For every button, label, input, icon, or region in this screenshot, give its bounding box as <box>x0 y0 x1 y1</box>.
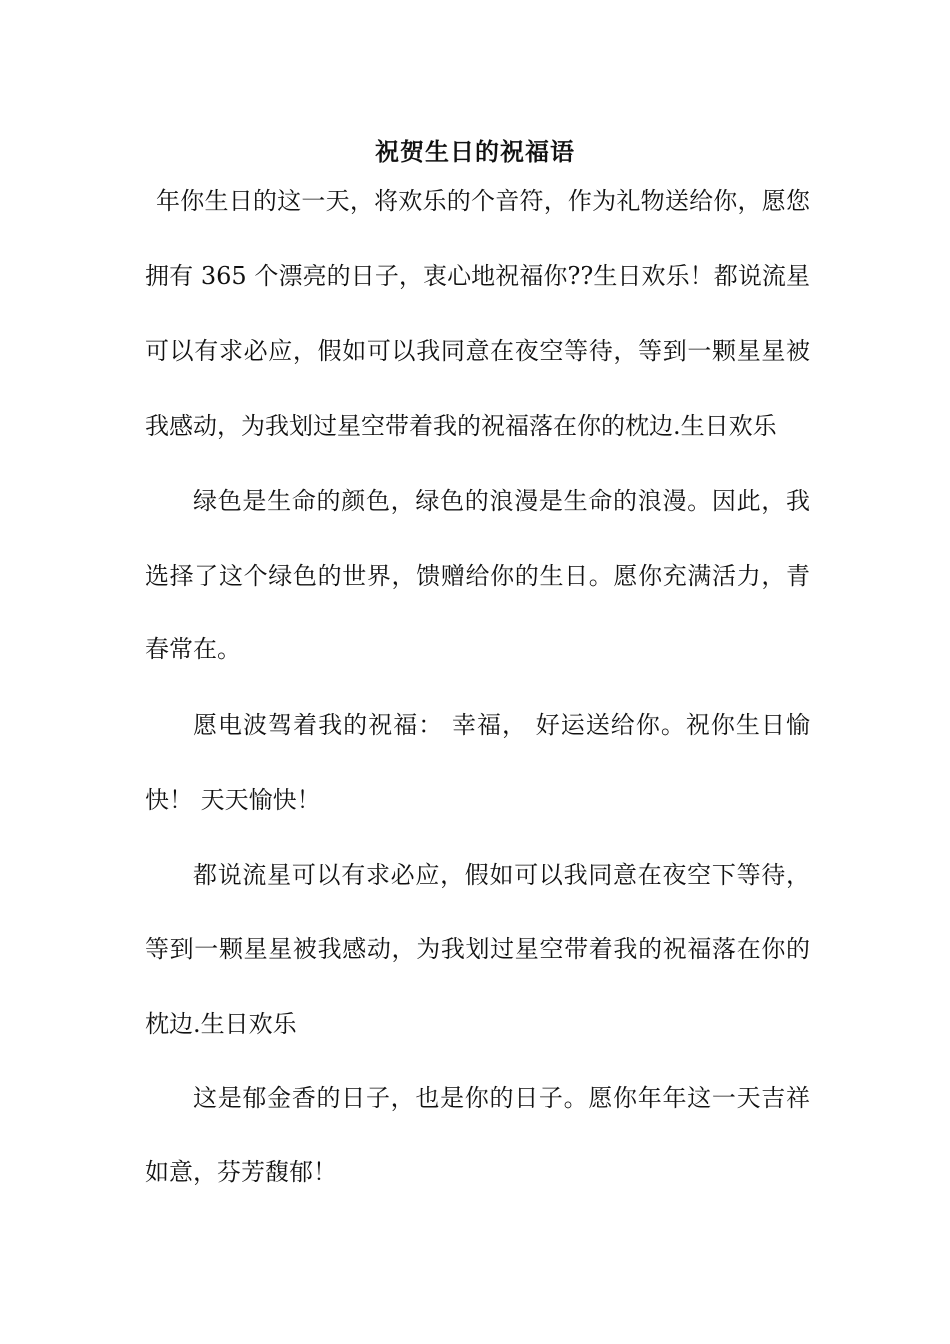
text-line: 我感动，为我划过星空带着我的祝福落在你的枕边.生日欢乐 <box>145 412 777 440</box>
text-line: 年你生日的这一天，将欢乐的个音符，作为礼物送给你，愿您 <box>156 187 810 215</box>
text-line: 绿色是生命的颜色，绿色的浪漫是生命的浪漫。因此，我 <box>193 487 810 515</box>
text-line: 可以有求必应，假如可以我同意在夜空等待，等到一颗星星被 <box>145 337 810 365</box>
text-line: 愿电波驾着我的祝福： 幸福， 好运送给你。祝你生日愉 <box>193 711 810 739</box>
text-line: 选择了这个绿色的世界，馈赠给你的生日。愿你充满活力，青 <box>145 562 810 590</box>
text-line: 春常在。 <box>145 635 241 663</box>
text-line: 等到一颗星星被我感动，为我划过星空带着我的祝福落在你的 <box>145 935 810 963</box>
text-line: 枕边.生日欢乐 <box>145 1010 297 1038</box>
text-line: 这是郁金香的日子，也是你的日子。愿你年年这一天吉祥 <box>193 1084 810 1112</box>
text-line: 都说流星可以有求必应，假如可以我同意在夜空下等待， <box>193 861 810 889</box>
text-line: 拥有 365 个漂亮的日子，衷心地祝福你??生日欢乐！都说流星 <box>145 262 810 290</box>
text-line: 如意，芬芳馥郁！ <box>145 1158 337 1186</box>
text-line: 快！ 天天愉快！ <box>145 786 321 814</box>
document-title: 祝贺生日的祝福语 <box>375 137 575 166</box>
